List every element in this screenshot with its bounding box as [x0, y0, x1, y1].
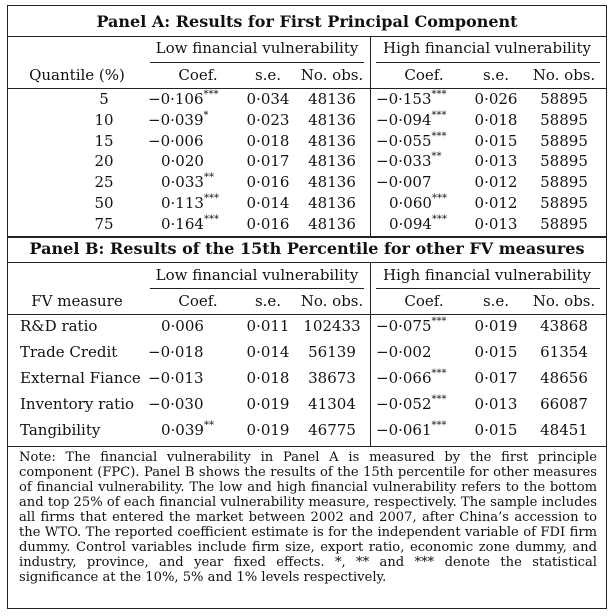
col-header-4: Coef. — [404, 292, 444, 310]
low-se: 0·023 — [246, 110, 290, 129]
col-header-1: Coef. — [178, 292, 218, 310]
low-se: 0·016 — [246, 173, 290, 192]
low-coef-value: 0·164 — [161, 214, 204, 233]
low-coef — [161, 152, 204, 170]
high-obs: 58895 — [540, 194, 588, 212]
high-se: 0·013 — [474, 214, 518, 233]
low-obs: 48136 — [308, 90, 356, 108]
low-coef-value: 0·006 — [161, 317, 204, 335]
panel-b-title: Panel B: Results of the 15th Percentile for other FV measures — [29, 239, 585, 258]
row-label: External Fiance — [20, 369, 141, 387]
high-coef — [376, 90, 447, 108]
high-coef — [376, 111, 447, 129]
low-se: 0·014 — [246, 194, 290, 212]
low-se: 0·018 — [246, 369, 290, 387]
high-coef-stars: *** — [431, 193, 447, 204]
high-coef-stars: *** — [431, 316, 447, 327]
high-obs: 58895 — [540, 90, 588, 108]
col-header-5: s.e. — [482, 292, 510, 310]
low-obs: 48136 — [308, 110, 356, 129]
high-obs: 43868 — [540, 317, 588, 335]
low-coef-value: −0·039 — [148, 110, 204, 129]
high-coef-value: −0·075 — [376, 317, 432, 335]
high-coef-value: −0·033 — [376, 152, 432, 171]
low-coef-value: 0·033 — [161, 173, 204, 192]
low-obs: 48136 — [308, 194, 356, 212]
low-coef-value: −0·106 — [148, 90, 204, 108]
col-header-1: Coef. — [178, 66, 218, 84]
low-coef-stars: * — [203, 109, 209, 121]
panel-a-group-high: High financial vulnerability — [383, 39, 591, 57]
high-coef-stars: *** — [431, 368, 447, 379]
low-coef — [148, 369, 204, 387]
high-coef-stars: *** — [431, 109, 447, 121]
high-se: 0·015 — [474, 131, 518, 150]
high-obs: 48451 — [540, 421, 588, 439]
low-coef — [161, 421, 214, 439]
low-obs: 102433 — [303, 317, 361, 335]
high-obs: 58895 — [540, 152, 588, 171]
high-coef-stars: *** — [431, 130, 447, 142]
low-obs: 46775 — [308, 421, 356, 439]
low-coef-stars: *** — [203, 89, 219, 100]
high-coef — [376, 152, 442, 170]
low-obs: 41304 — [308, 395, 356, 413]
high-coef-value: −0·052 — [376, 395, 432, 413]
low-coef — [161, 215, 219, 233]
high-se: 0·012 — [474, 194, 518, 212]
high-obs: 58895 — [540, 214, 588, 233]
high-se: 0·013 — [474, 152, 518, 171]
row-label: Inventory ratio — [20, 395, 135, 413]
high-obs: 58895 — [540, 131, 588, 150]
low-coef — [148, 395, 204, 413]
low-se: 0·017 — [246, 152, 290, 171]
panel-b-rule — [8, 262, 606, 263]
high-coef-stars: ** — [431, 151, 442, 163]
high-coef — [376, 343, 432, 361]
high-coef-value: −0·061 — [376, 421, 432, 439]
high-coef — [376, 395, 447, 413]
low-coef-stars: *** — [203, 193, 219, 204]
row-label: 5 — [99, 90, 109, 108]
high-se: 0·018 — [474, 110, 518, 129]
high-se: 0·015 — [474, 343, 518, 361]
low-obs: 38673 — [308, 369, 356, 387]
col-header-4: Coef. — [404, 66, 444, 84]
high-coef-stars: *** — [431, 394, 447, 405]
low-coef — [161, 173, 214, 191]
low-se: 0·014 — [246, 343, 290, 361]
high-coef — [376, 132, 447, 150]
table-bottom-rule — [8, 446, 606, 447]
col-header-2: s.e. — [254, 66, 282, 84]
panel-b-col-measure: FV measure — [31, 292, 123, 310]
high-obs: 66087 — [540, 395, 588, 413]
high-se: 0·012 — [474, 173, 518, 192]
low-obs: 48136 — [308, 152, 356, 171]
high-se: 0·015 — [474, 421, 518, 439]
panel-a-rule — [8, 36, 606, 37]
low-coef — [148, 111, 209, 129]
high-se: 0·026 — [474, 90, 518, 108]
high-coef — [389, 194, 447, 212]
high-coef-value: −0·066 — [376, 369, 432, 387]
low-obs: 48136 — [308, 131, 356, 150]
panel-b-group-low: Low financial vulnerability — [155, 266, 359, 284]
high-obs: 48656 — [540, 369, 588, 387]
row-label: R&D ratio — [20, 317, 98, 335]
low-coef — [148, 90, 219, 108]
panel-b-vertical-rule — [370, 262, 371, 446]
high-coef-value: −0·002 — [376, 343, 432, 361]
row-label: 20 — [94, 152, 114, 171]
low-coef-stars: *** — [203, 213, 219, 225]
low-obs: 48136 — [308, 214, 356, 233]
low-coef-value: 0·020 — [161, 152, 204, 171]
panel-a-title: Panel A: Results for First Principal Component — [96, 12, 518, 31]
low-coef-value: −0·030 — [148, 395, 204, 413]
high-coef — [389, 215, 447, 233]
row-label: Trade Credit — [20, 343, 118, 361]
low-coef-value: −0·018 — [148, 343, 204, 361]
high-coef-value: −0·094 — [376, 110, 432, 129]
high-coef-value: 0·060 — [389, 194, 432, 212]
col-header-6: No. obs. — [532, 66, 596, 84]
low-se: 0·018 — [246, 131, 290, 150]
panel-b-group-low-rule — [150, 288, 364, 289]
panel-b-group-high: High financial vulnerability — [383, 266, 591, 284]
high-coef-value: −0·055 — [376, 131, 432, 150]
high-coef-value: 0·094 — [389, 214, 432, 233]
low-coef-value: −0·013 — [148, 369, 204, 387]
low-se: 0·011 — [246, 317, 290, 335]
low-se: 0·034 — [246, 90, 290, 108]
results-table — [7, 5, 607, 609]
table-note: Note: The financial vulnerability in Panel A is measured by the first principle component (FPC). Panel B shows the results of the 15th percentile for other measures of financial vulnerability. The low and high financial vulnerability refers to the bottom and top 25% of each financial vulnerability measure, respectively. The sample includes all firms that entered the market between 2002 and 2007, after China’s accession to the WTO. The reported coefficient estimate is for the independent variable of FDI firm dummy. Control variables include firm size, export ratio, economic zone dummy, and industry, province, and year fixed effects. *, ** and *** denote the statistical significance at the 10%, 5% and 1% levels respectively. — [19, 450, 597, 585]
row-label: 25 — [94, 173, 114, 192]
row-label: 15 — [94, 131, 114, 150]
low-coef-value: 0·039 — [161, 421, 204, 439]
low-coef — [148, 343, 204, 361]
row-label: 10 — [94, 110, 114, 129]
high-coef-value: −0·007 — [376, 173, 432, 192]
row-label: Tangibility — [20, 421, 101, 439]
high-se: 0·019 — [474, 317, 518, 335]
panel-a-group-low: Low financial vulnerability — [155, 39, 359, 57]
high-coef-value: −0·153 — [376, 90, 432, 108]
col-header-2: s.e. — [254, 292, 282, 310]
panel-a-group-high-rule — [376, 62, 600, 63]
low-coef-value: 0·113 — [161, 194, 204, 212]
row-label: 75 — [94, 214, 114, 233]
col-header-5: s.e. — [482, 66, 510, 84]
low-se: 0·019 — [246, 421, 290, 439]
col-header-3: No. obs. — [300, 292, 364, 310]
col-header-6: No. obs. — [532, 292, 596, 310]
low-coef-stars: ** — [203, 172, 214, 184]
low-coef — [148, 132, 204, 150]
panel-a-group-low-rule — [150, 62, 364, 63]
high-se: 0·013 — [474, 395, 518, 413]
low-obs: 56139 — [308, 343, 356, 361]
high-coef-stars: *** — [431, 213, 447, 225]
panel-b-group-high-rule — [376, 288, 600, 289]
low-coef — [161, 194, 219, 212]
col-header-3: No. obs. — [300, 66, 364, 84]
high-obs: 61354 — [540, 343, 588, 361]
high-coef-stars: *** — [431, 420, 447, 431]
high-coef — [376, 317, 447, 335]
panel-divider-rule — [8, 236, 606, 238]
low-se: 0·019 — [246, 395, 290, 413]
low-coef — [161, 317, 204, 335]
low-obs: 48136 — [308, 173, 356, 192]
high-obs: 58895 — [540, 110, 588, 129]
panel-a-header-rule — [8, 88, 606, 89]
high-coef — [376, 173, 432, 191]
row-label: 50 — [94, 194, 114, 212]
low-coef-value: −0·006 — [148, 131, 204, 150]
high-se: 0·017 — [474, 369, 518, 387]
high-coef-stars: *** — [431, 89, 447, 100]
high-coef — [376, 421, 447, 439]
panel-a-col-quantile: Quantile (%) — [29, 66, 125, 84]
low-se: 0·016 — [246, 214, 290, 233]
panel-a-vertical-rule — [370, 36, 371, 236]
panel-b-header-rule — [8, 314, 606, 315]
high-coef — [376, 369, 447, 387]
low-coef-stars: ** — [203, 420, 214, 431]
high-obs: 58895 — [540, 173, 588, 192]
